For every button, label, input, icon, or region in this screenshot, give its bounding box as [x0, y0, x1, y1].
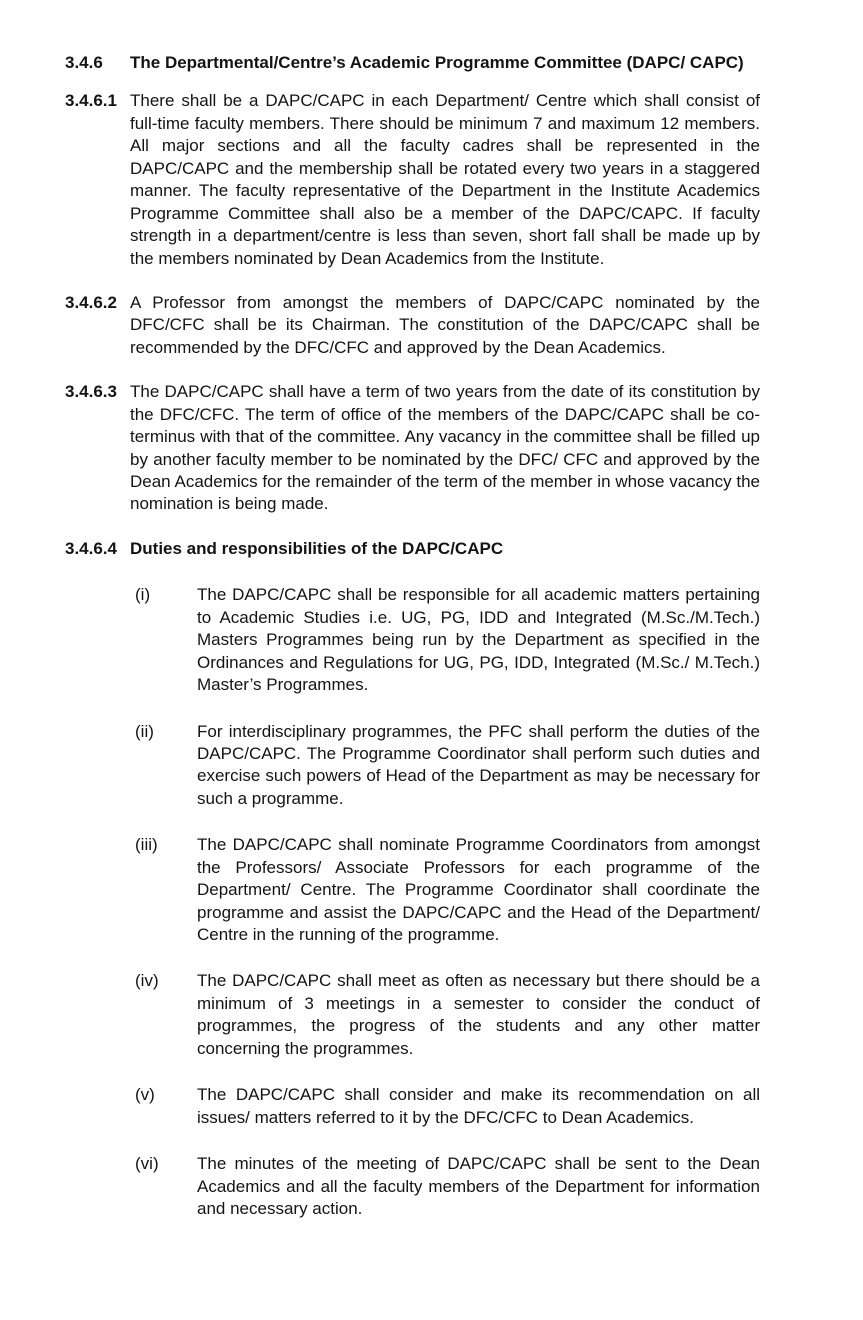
list-marker: (iv) [135, 971, 159, 991]
list-marker: (iii) [135, 835, 158, 855]
list-item-text: The DAPC/CAPC shall be responsible for all academic matters pertaining to Academic Studies i.e. UG, PG, IDD and Integrated (M.Sc./M.Tech.) Masters Programmes being run by the Department as specified in the Ordinances and Regulations for UG, PG, IDD, Integrated (M.Sc./ M.Tech.) Master’s Programmes. [197, 585, 760, 695]
list-item-iii [130, 834, 760, 946]
clause-number: 3.4.6.1 [65, 91, 117, 111]
clause-3-4-6-2 [65, 292, 760, 359]
list-marker: (ii) [135, 721, 154, 741]
section-number: 3.4.6 [65, 53, 103, 72]
duties-list [130, 584, 760, 1244]
list-item-text: The DAPC/CAPC shall meet as often as necessary but there should be a minimum of 3 meetings in a semester to consider the conduct of programmes, the progress of the students and any other matter concerning the programmes. [197, 971, 760, 1058]
clause-text: The DAPC/CAPC shall have a term of two years from the date of its constitution by the DFC/CFC. The term of office of the members of the DAPC/CAPC shall be co-terminus with that of the committee. Any vacancy in the committee shall be filled up by another faculty member to be nominated by the DFC/ CFC and approved by the Dean Academics for the remainder of the term of the member in whose vacancy the nomination is being made. [130, 382, 760, 514]
list-item-text: For interdisciplinary programmes, the PFC shall perform the duties of the DAPC/CAPC. The Programme Coordinator shall perform such duties and exercise such powers of Head of the Department as may be necessary for such a programme. [197, 721, 760, 808]
clause-number: 3.4.6.3 [65, 382, 117, 402]
section-heading-3-4-6-4 [65, 538, 760, 560]
clause-3-4-6-3 [65, 381, 760, 516]
list-item-vi [130, 1153, 760, 1220]
section-number: 3.4.6.4 [65, 538, 117, 558]
list-item-text: The DAPC/CAPC shall nominate Programme Coordinators from amongst the Professors/ Associate Professors for each programme of the Department/ Centre. The Programme Coordinator shall coordinate the programme and assist the DAPC/CAPC and the Head of the Department/ Centre in the running of the programme. [197, 835, 760, 944]
clause-number: 3.4.6.2 [65, 292, 117, 312]
duties-list-wrapper [65, 584, 760, 1244]
list-item-text: The DAPC/CAPC shall consider and make its recommendation on all issues/ matters referred to it by the DFC/CFC to Dean Academics. [197, 1085, 760, 1127]
list-marker: (vi) [135, 1154, 159, 1174]
section-heading-3-4-6 [65, 52, 760, 74]
list-item-v [130, 1084, 760, 1129]
list-item-i [130, 584, 760, 696]
section-heading-text: Duties and responsibilities of the DAPC/CAPC [130, 538, 504, 558]
clause-text: A Professor from amongst the members of DAPC/CAPC nominated by the DFC/CFC shall be its Chairman. The constitution of the DAPC/CAPC shall be recommended by the DFC/CFC and approved by the Dean Academics. [130, 292, 760, 357]
list-item-ii [130, 721, 760, 811]
list-item-iv [130, 970, 760, 1060]
list-marker: (i) [135, 585, 151, 605]
list-marker: (v) [135, 1085, 155, 1105]
list-item-text: The minutes of the meeting of DAPC/CAPC shall be sent to the Dean Academics and all the faculty members of the Department for information and necessary action. [197, 1154, 760, 1218]
clause-3-4-6-1 [65, 90, 760, 270]
section-heading-text: The Departmental/Centre’s Academic Programme Committee (DAPC/ CAPC) [130, 53, 744, 72]
clause-text: There shall be a DAPC/CAPC in each Department/ Centre which shall consist of full-time faculty members. There should be minimum 7 and maximum 12 members. All major sections and all the faculty cadres shall be represented in the DAPC/CAPC and the membership shall be rotated every two years in a staggered manner. The faculty representative of the Department in the Institute Academics Programme Committee shall also be a member of the DAPC/CAPC. If faculty strength in a department/centre is less than seven, short fall shall be made up by the members nominated by Dean Academics from the Institute. [130, 91, 760, 268]
